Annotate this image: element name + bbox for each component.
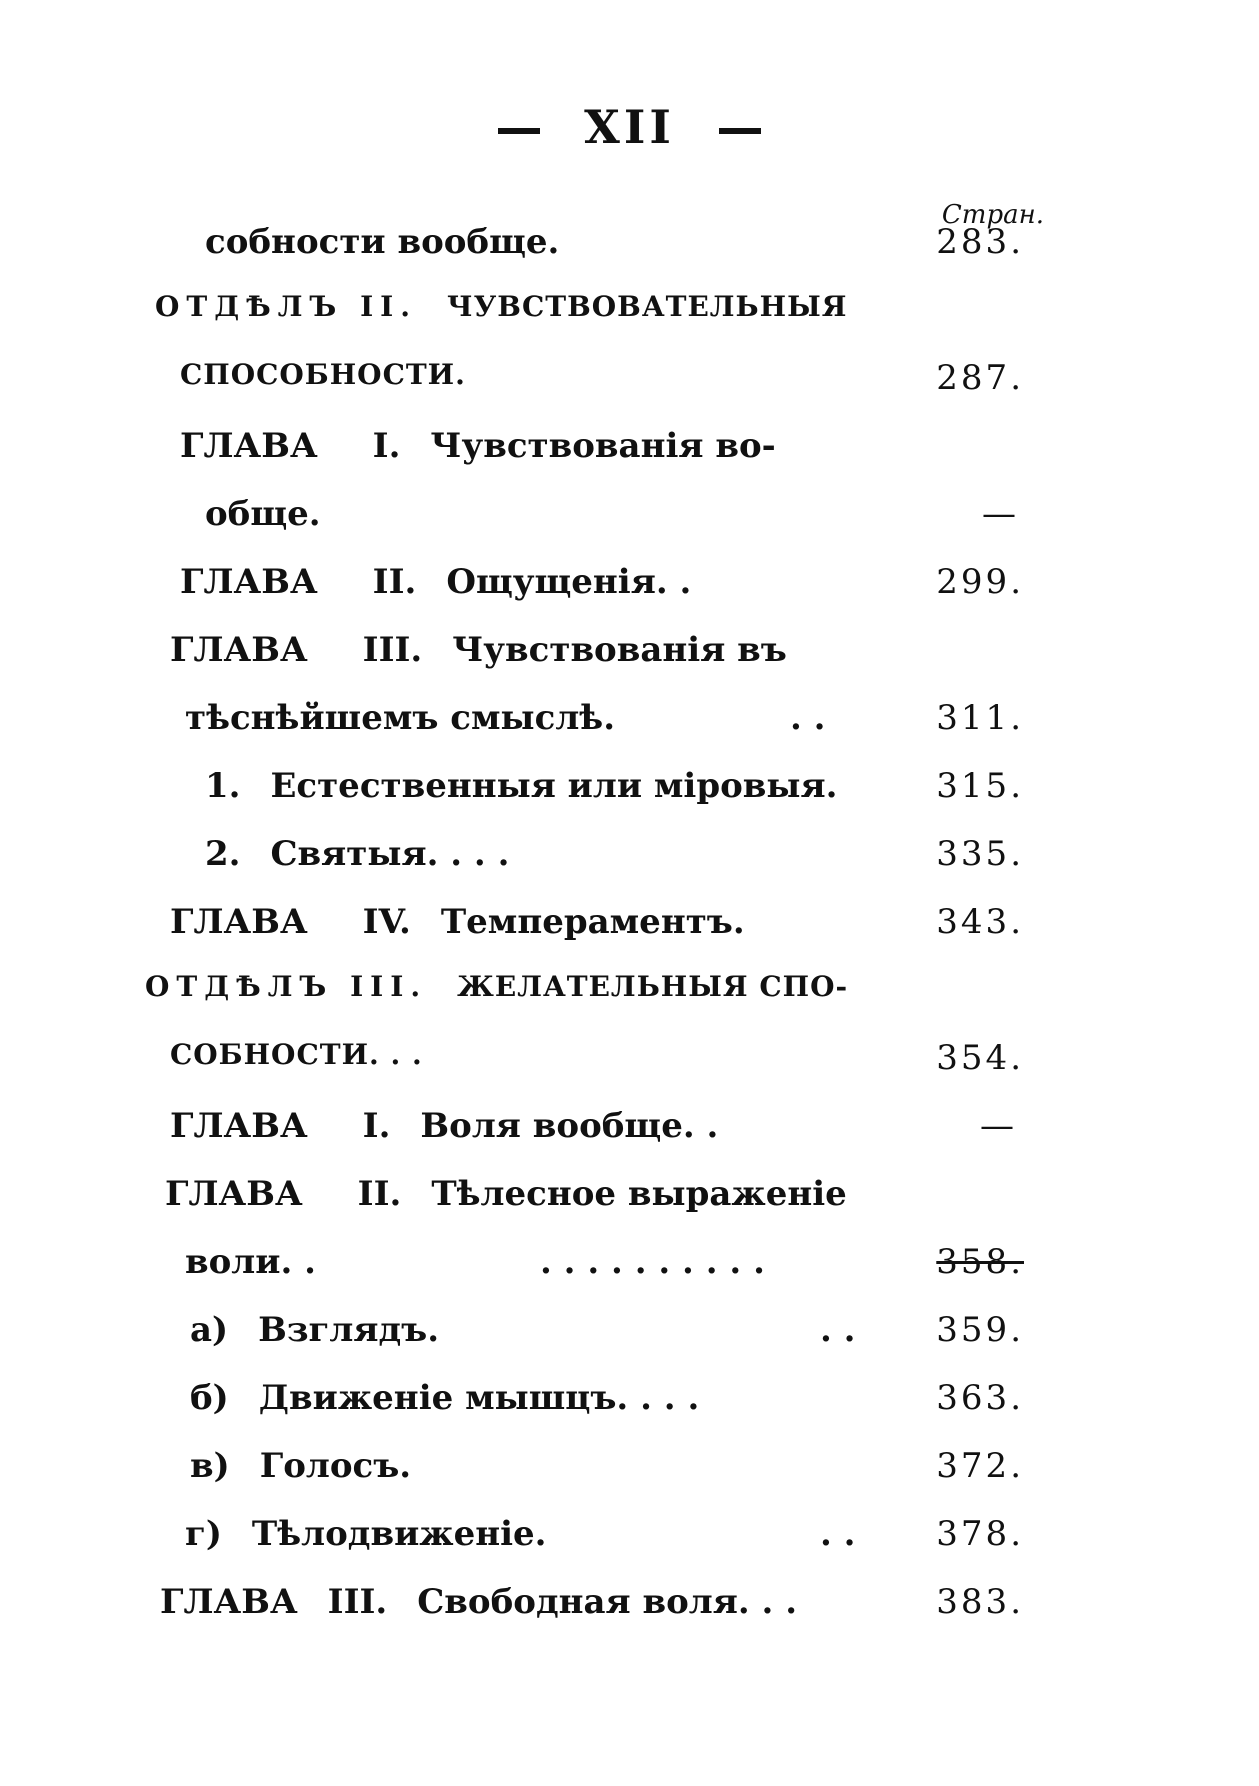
toc-subitem [185,1514,547,1554]
toc-text: Голосъ. [259,1446,412,1486]
toc-line [0,766,1259,816]
toc-section-label: ОТДѢЛЪ II. [155,290,418,323]
toc-line [0,970,1259,1020]
toc-line [0,562,1259,612]
toc-page: 335. [936,834,1024,874]
dash-right [719,128,761,134]
toc-leader-dots: . . [790,698,826,738]
toc-chapter [170,902,745,942]
toc-subitem [205,834,509,874]
toc-chapter [180,562,691,602]
toc-text: Святыя. . . . [270,834,510,874]
toc-line [0,1378,1259,1428]
toc-page: 363. [936,1378,1024,1418]
toc-text: Чувствованія въ [452,630,787,670]
toc-chapter-number: I. [362,1106,391,1146]
toc-text: Тѣлодвиженіе. [251,1514,547,1554]
toc-chapter-number: II. [357,1174,402,1214]
page-number: XII [584,100,675,154]
toc-text: ЖЕЛАТЕЛЬНЫЯ СПО- [457,970,849,1003]
toc-chapter-label: ГЛАВА [170,1106,308,1146]
toc-chapter-number: III. [362,630,423,670]
toc-line [0,1310,1259,1360]
toc-text: Движеніе мышцъ. . . . [258,1378,700,1418]
toc-line [0,1174,1259,1224]
toc-leader-dots: . . [820,1310,856,1350]
toc-chapter-label: ГЛАВА [170,630,308,670]
toc-line [0,358,1259,408]
toc-text: Взглядъ. [258,1310,440,1350]
toc-line [0,1242,1259,1292]
toc-text: СПОСОБНОСТИ. [180,358,466,391]
toc-page: 343. [936,902,1024,942]
toc-subitem [205,766,837,806]
toc-chapter [160,1582,797,1622]
toc-text: Воля вообще. . [420,1106,719,1146]
toc-page: 287. [936,358,1024,398]
toc-text: Естественныя или міровыя. [270,766,838,806]
toc-text: Свободная воля. . . [417,1582,798,1622]
toc-text: Чувствованія во- [430,426,776,466]
toc-item-number: а) [190,1310,229,1350]
toc-page: 311. [936,698,1024,738]
toc-subitem [190,1378,699,1418]
toc-page: 283. [936,222,1024,262]
toc-chapter-label: ГЛАВА [165,1174,303,1214]
toc-page: 299. [936,562,1024,602]
toc-text: тѣснѣйшемъ смыслѣ. [185,698,616,738]
toc-line [0,222,1259,272]
toc-text: Темпераментъ. [440,902,745,942]
page-number-header [0,100,1259,154]
toc-item-number: в) [190,1446,230,1486]
toc-text: обще. [205,494,321,534]
toc-leader-dots: . . [820,1514,856,1554]
toc-chapter-label: ГЛАВА [160,1582,298,1622]
toc-chapter [165,1174,847,1214]
toc-text: СОБНОСТИ. . . [170,1038,423,1071]
toc-chapter [180,426,776,466]
toc-line [0,1582,1259,1632]
toc-line [0,494,1259,544]
toc-chapter-number: IV. [362,902,411,942]
toc-chapter-number: II. [372,562,417,602]
toc-line [0,290,1259,340]
toc-page: 378. [936,1514,1024,1554]
toc-page: 358. [936,1242,1024,1282]
page-column-label: Стран. [941,200,1044,230]
toc-item-number: б) [190,1378,229,1418]
toc-text: собности вообще. [205,222,560,262]
toc-text: Тѣлесное выраженіе [431,1174,847,1214]
toc-section-heading [145,970,848,1003]
toc-page: 315. [936,766,1024,806]
toc-page: — [980,1106,1017,1146]
toc-line [0,834,1259,884]
toc-line [0,698,1259,748]
dash-left [498,128,540,134]
toc-item-number: 1. [205,766,241,806]
toc-line [0,426,1259,476]
toc-page: 354. [936,1038,1024,1078]
toc-page: 383. [936,1582,1024,1622]
toc-line [0,630,1259,680]
toc-page: — [982,494,1019,534]
toc-chapter-number: III. [327,1582,388,1622]
toc-text: ЧУВСТВОВАТЕЛЬНЫЯ [447,290,848,323]
toc-line [0,1038,1259,1088]
toc-chapter-number: I. [372,426,401,466]
toc-item-number: г) [185,1514,222,1554]
toc-line [0,1106,1259,1156]
toc-section-heading [155,290,847,323]
toc-page: 359. [936,1310,1024,1350]
toc-item-number: 2. [205,834,241,874]
toc-chapter-label: ГЛАВА [180,562,318,602]
toc-page: 372. [936,1446,1024,1486]
toc-text: воли. . [185,1242,317,1282]
toc-line [0,902,1259,952]
toc-line [0,1446,1259,1496]
toc-chapter-label: ГЛАВА [170,902,308,942]
toc-chapter [170,1106,718,1146]
toc-leader-dots: . . . . . . . . . . [540,1242,765,1282]
toc-chapter-label: ГЛАВА [180,426,318,466]
toc-section-label: ОТДѢЛЪ III. [145,970,428,1003]
toc-subitem [190,1310,439,1350]
toc-subitem [190,1446,411,1486]
toc-line [0,1514,1259,1564]
toc-text: Ощущенія. . [446,562,692,602]
toc-chapter [170,630,787,670]
